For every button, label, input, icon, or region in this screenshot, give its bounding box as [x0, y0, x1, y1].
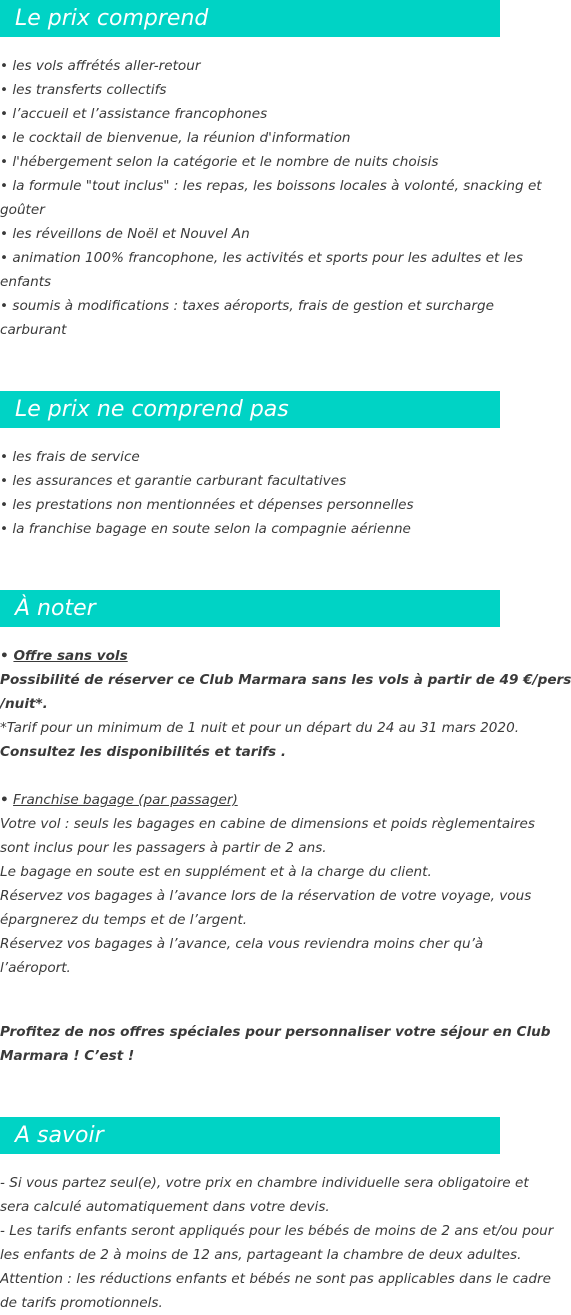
list-item — [0, 246, 523, 270]
section-header-a-noter: À noter — [0, 590, 500, 627]
baggage-line: Le bagage en soute est en supplément et à la charge du client. — [0, 864, 432, 880]
baggage-line: épargnerez du temps et de l’argent. — [0, 912, 248, 928]
offer-heading — [0, 644, 500, 668]
promo-line: Marmara ! C’est ! — [0, 1048, 135, 1064]
bullet: • — [0, 130, 9, 146]
list-item-text: les frais de service — [12, 449, 140, 465]
section-header-prix-comprend: Le prix comprend — [0, 0, 500, 37]
bullet: • — [0, 298, 9, 314]
list-item-text: l'hébergement selon la catégorie et le nombre de nuits choisis — [12, 154, 439, 170]
list-item — [0, 78, 500, 102]
baggage-line: sont inclus pour les passagers à partir de 2 ans. — [0, 840, 327, 856]
list-item — [0, 469, 500, 493]
info-line: de tarifs promotionnels. — [0, 1295, 163, 1311]
spacer — [0, 764, 500, 788]
bullet: • — [0, 82, 9, 98]
promo-text — [0, 1020, 551, 1068]
list-item — [0, 493, 500, 517]
bullet: • — [0, 106, 9, 122]
section-header-a-savoir: A savoir — [0, 1117, 500, 1154]
bullet: • — [0, 250, 9, 266]
info-line: - Les tarifs enfants seront appliqués pour les bébés de moins de 2 ans et/ou pour — [0, 1223, 554, 1239]
list-item — [0, 445, 500, 469]
offer-line: /nuit*. — [0, 696, 48, 712]
list-item-text: animation 100% francophone, les activités et sports pour les adultes et les — [12, 250, 523, 266]
list-item-text: la franchise bagage en soute selon la compagnie aérienne — [12, 521, 411, 537]
consult-line: Consultez les disponibilités et tarifs . — [0, 744, 287, 760]
baggage-line: l’aéroport. — [0, 960, 71, 976]
info-line: - Si vous partez seul(e), votre prix en chambre individuelle sera obligatoire et — [0, 1175, 529, 1191]
baggage-heading — [0, 788, 500, 812]
prix-ne-comprend-pas-list — [0, 445, 500, 541]
promo-line: Profitez de nos offres spéciales pour personnaliser votre séjour en Club — [0, 1024, 551, 1040]
baggage-line: Réservez vos bagages à l’avance, cela vous reviendra moins cher qu’à — [0, 936, 484, 952]
list-item — [0, 517, 500, 541]
bullet: • — [0, 473, 9, 489]
section-header-prix-ne-comprend-pas: Le prix ne comprend pas — [0, 391, 500, 428]
prix-comprend-list — [0, 54, 542, 342]
bullet: • — [0, 449, 9, 465]
list-item-text: les transferts collectifs — [12, 82, 167, 98]
list-item — [0, 150, 500, 174]
offer-heading-text: Offre sans vols — [13, 648, 128, 664]
list-item-text: les assurances et garantie carburant facultatives — [12, 473, 347, 489]
list-item — [0, 102, 500, 126]
a-savoir-content — [0, 1171, 554, 1315]
list-item — [0, 54, 500, 78]
list-item-continuation: enfants — [0, 274, 52, 290]
bullet: • — [0, 497, 9, 513]
baggage-line: Votre vol : seuls les bagages en cabine de dimensions et poids règlementaires — [0, 816, 536, 832]
list-item-text: l’accueil et l’assistance francophones — [12, 106, 268, 122]
bullet: • — [0, 792, 9, 808]
list-item — [0, 294, 500, 318]
list-item-text: le cocktail de bienvenue, la réunion d'information — [12, 130, 351, 146]
list-item-continuation: carburant — [0, 322, 67, 338]
list-item-text: les réveillons de Noël et Nouvel An — [12, 226, 250, 242]
bullet: • — [0, 154, 9, 170]
list-item-text: soumis à modifications : taxes aéroports, frais de gestion et surcharge — [12, 298, 494, 314]
list-item — [0, 174, 542, 198]
bullet: • — [0, 58, 9, 74]
info-line: Attention : les réductions enfants et bébés ne sont pas applicables dans le cadre — [0, 1271, 551, 1287]
baggage-line: Réservez vos bagages à l’avance lors de la réservation de votre voyage, vous — [0, 888, 532, 904]
bullet: • — [0, 521, 9, 537]
list-item — [0, 126, 500, 150]
list-item-text: les prestations non mentionnées et dépenses personnelles — [12, 497, 414, 513]
list-item-continuation: goûter — [0, 202, 45, 218]
info-line: sera calculé automatiquement dans votre devis. — [0, 1199, 330, 1215]
bullet: • — [0, 648, 9, 664]
a-noter-content — [0, 644, 571, 980]
tarif-note: *Tarif pour un minimum de 1 nuit et pour un départ du 24 au 31 mars 2020. — [0, 720, 520, 736]
list-item-text: la formule "tout inclus" : les repas, les boissons locales à volonté, snacking et — [12, 178, 542, 194]
bullet: • — [0, 178, 9, 194]
list-item-text: les vols affrétés aller-retour — [12, 58, 201, 74]
info-line: les enfants de 2 à moins de 12 ans, partageant la chambre de deux adultes. — [0, 1247, 522, 1263]
bullet: • — [0, 226, 9, 242]
list-item — [0, 222, 500, 246]
baggage-heading-text: Franchise bagage (par passager) — [13, 792, 238, 808]
offer-line: Possibilité de réserver ce Club Marmara sans les vols à partir de 49 €/pers — [0, 672, 571, 688]
